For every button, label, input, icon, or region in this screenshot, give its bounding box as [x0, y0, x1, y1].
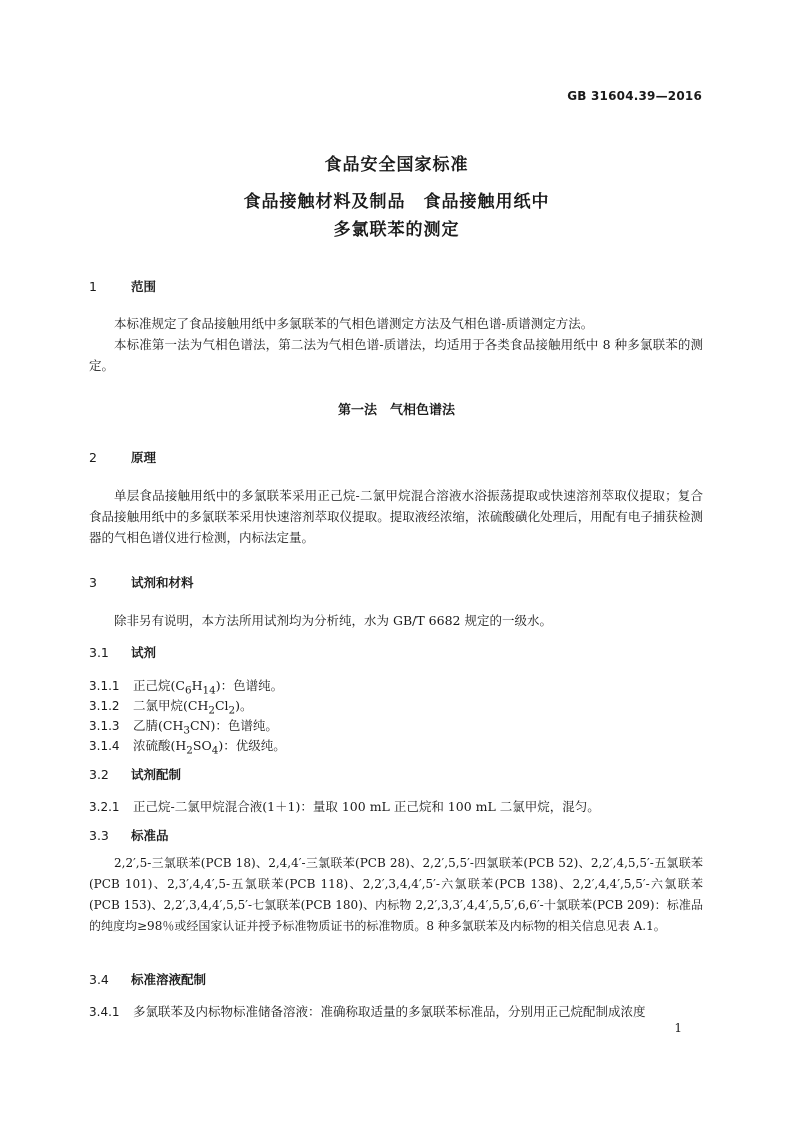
item-3-1-3: 3.1.3 乙腈$(CH_3CN)$：色谱纯。 — [89, 718, 278, 737]
section-2-heading — [89, 448, 156, 466]
item-3-1-1: 3.1.1 正己烷$(C_6H_{14})$：色谱纯。 — [89, 678, 284, 697]
subsection-title: 试剂配制 — [131, 767, 182, 782]
subsection-title: 标准溶液配制 — [131, 972, 207, 987]
section-3-heading — [89, 573, 194, 591]
title-line-3: 多氯联苯的测定 — [333, 220, 460, 240]
section-title: 范围 — [131, 279, 157, 294]
section-number: 1 — [89, 279, 97, 294]
section-number: 2 — [89, 450, 97, 465]
method-1-title: 第一法 气相色谱法 — [337, 403, 455, 418]
standard-code: GB 31604.39—2016 — [567, 89, 702, 103]
page-number: 1 — [674, 1021, 682, 1035]
item-3-1-4: 3.1.4 浓硫酸$(H_2SO_4)$：优级纯。 — [89, 738, 286, 757]
title-line-1: 食品安全国家标准 — [324, 155, 469, 175]
subsection-number: 3.3 — [89, 828, 109, 843]
title-line-2: 食品接触材料及制品 食品接触用纸中 — [243, 192, 550, 212]
item-3-1-2: 3.1.2 二氯甲烷$(CH_2Cl_2)$。 — [89, 698, 253, 717]
section-2-paragraph: 单层食品接触用纸中的多氯联苯采用正己烷-二氯甲烷混合溶液水浴振荡提取或快速溶剂萃取仪提取；复合食品接触用纸中的多氯联苯采用快速溶剂萃取仪提取。提取液经浓缩，浓硫酸磺化处理后，用配有电子捕获检测器的气相色谱仪进行检测，内标法定量。 — [89, 488, 703, 545]
section-3-paragraph: 除非另有说明，本方法所用试剂均为分析纯，水为 GB/T 6682 规定的一级水。 — [114, 613, 552, 628]
subsection-number: 3.2 — [89, 767, 109, 782]
subsection-number: 3.1 — [89, 645, 109, 660]
subsection-3-2-heading — [89, 765, 181, 783]
subsection-number: 3.4 — [89, 972, 109, 987]
section-title: 试剂和材料 — [131, 575, 194, 590]
subsection-title: 试剂 — [131, 645, 157, 660]
section-1-paragraph-2: 本标准第一法为气相色谱法，第二法为气相色谱-质谱法，均适用于各类食品接触用纸中 8 种多氯联苯的测定。 — [89, 337, 703, 373]
subsection-title: 标准品 — [131, 828, 169, 843]
subsection-3-3-heading — [89, 826, 169, 844]
subsection-3-1-heading — [89, 643, 156, 661]
subsection-3-3-paragraph: 2,2′,5-三氯联苯(PCB 18)、2,4,4′-三氯联苯(PCB 28)、2,2′,5,5′-四氯联苯(PCB 52)、2,2′,4,5,5′-五氯联苯(PCB 101)、2,3′,4,4′,5-五氯联苯(PCB 118)、2,2′,3,4,4′,5′-六氯联苯(PCB 138)、2,2′,4,4′,5,5′-六氯联苯(PCB 153)、2,2′,3,4,4′,5,5′-七氯联苯(PCB 180)、内标物 2,2′,3,3′,4,4′,5,5′,6,6′-十氯联苯(PCB 209)：标准品的纯度均≥98％或经国家认证并授予标准物质证书的标准物质。8 种多氯联苯及内标物的相关信息见表 A.1。 — [89, 856, 703, 933]
section-title: 原理 — [131, 450, 157, 465]
section-1-heading — [89, 277, 156, 295]
section-number: 3 — [89, 575, 97, 590]
section-1-paragraph-1: 本标准规定了食品接触用纸中多氯联苯的气相色谱测定方法及气相色谱-质谱测定方法。 — [114, 316, 594, 331]
subsection-3-4-heading — [89, 970, 206, 988]
item-3-2-1: 3.2.1 正己烷-二氯甲烷混合液(1＋1)：量取 100 mL 正己烷和 100 mL 二氯甲烷，混匀。 — [89, 799, 600, 814]
item-3-4-1: 3.4.1 多氯联苯及内标物标准储备溶液：准确称取适量的多氯联苯标准品，分别用正己烷配制成浓度 — [89, 1004, 646, 1019]
